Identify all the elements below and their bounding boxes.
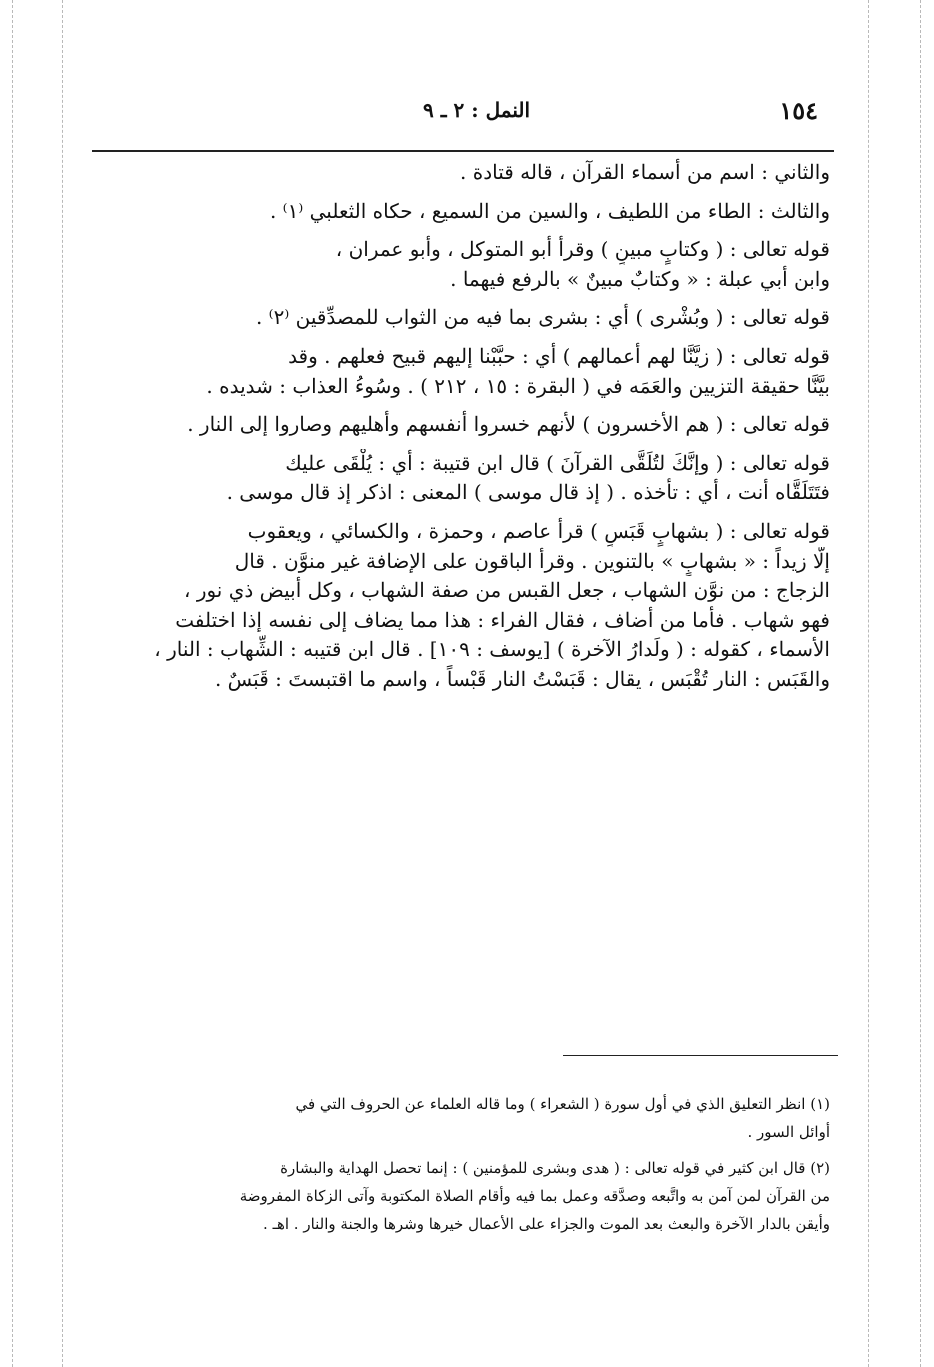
text-line: والثالث : الطاء من اللطيف ، والسين من السميع ، حكاه الثعلبي ⁽١⁾ .	[269, 198, 830, 223]
paragraph	[100, 342, 830, 401]
paragraph	[100, 303, 830, 333]
footnote	[100, 1090, 830, 1146]
paragraph	[100, 158, 830, 188]
text-line: (١) انظر التعليق الذي في أول سورة ( الشعراء ) وما قاله العلماء عن الحروف التي في	[295, 1095, 830, 1113]
margin-guide-line	[12, 0, 13, 1367]
paragraph	[100, 449, 830, 508]
margin-guide-line	[868, 0, 869, 1367]
text-line: قوله تعالى : ( بشهابٍ قَبَسٍ ) قرأ عاصم ، وحمزة ، والكسائي ، ويعقوب	[247, 518, 830, 543]
paragraph	[100, 517, 830, 695]
text-line: الأسماء ، كقوله : ( ولَدارُ الآخرة ) [يوسف : ١٠٩] . قال ابن قتيبه : الشِّهاب : النار ،	[154, 637, 830, 662]
running-header	[100, 96, 830, 132]
paragraph	[100, 410, 830, 440]
text-line: (٢) قال ابن كثير في قوله تعالى : ( هدى وبشرى للمؤمنين ) : إنما تحصل الهداية والبشارة	[280, 1159, 830, 1177]
text-line: من القرآن لمن آمن به واتَّبعه وصدَّقه وعمل بما فيه وأقام الصلاة المكتوبة وآتى الزكاة المفروضة	[239, 1187, 830, 1205]
text-line: فتَتَلَقَّاه أنت ، أي : تأخذه . ( إذ قال موسى ) المعنى : اذكر إذ قال موسى .	[226, 480, 830, 505]
text-line: قوله تعالى : ( وكتابٍ مبينٍ ) وقرأ أبو المتوكل ، وأبو عمران ،	[335, 237, 830, 262]
text-line: والقَبَس : النار تُقْبَس ، يقال : قَبَسْتُ النار قَبْساً ، واسم ما اقتبستَ : قَبَسٌ .	[214, 666, 830, 691]
text-line: إلَّا زيداً : « بشهابٍ » بالتنوين . وقرأ الباقون على الإضافة غير منوَّن . قال	[234, 548, 830, 573]
text-line: فهو شهاب . فأما من أضاف ، فقال الفراء : هذا مما يضاف إلى نفسه إذا اختلفت	[175, 607, 830, 632]
text-line: قوله تعالى : ( هم الأخسرون ) لأنهم خسروا أنفسهم وأهليهم وصاروا إلى النار .	[187, 412, 830, 437]
page-number: ١٥٤	[779, 96, 818, 125]
text-line: والثاني : اسم من أسماء القرآن ، قاله قتادة .	[460, 160, 830, 184]
margin-guide-line	[62, 0, 63, 1367]
text-line: وابن أبي عبلة : « وكتابٌ مبينٌ » بالرفع فيهما .	[450, 266, 830, 291]
text-line: قوله تعالى : ( وإنَّكَ لتُلَقَّى القرآنَ ) قال ابن قتيبة : أي : يُلْقَى عليك	[285, 450, 830, 475]
footnote-separator	[563, 1055, 838, 1056]
sura-title: النمل : ٢ ـ ٩	[423, 98, 530, 122]
header-rule	[92, 150, 834, 152]
main-text	[100, 158, 830, 704]
footnote	[100, 1154, 830, 1238]
text-line: وأيقن بالدار الآخرة والبعث بعد الموت والجزاء على الأعمال خيرها وشرها والجنة والنار . اهـ .	[263, 1215, 830, 1233]
footnotes	[100, 1090, 830, 1246]
paragraph	[100, 197, 830, 227]
text-line: قوله تعالى : ( وبُشْرى ) أي : بشرى بما فيه من الثواب للمصدِّقين ⁽٢⁾ .	[255, 305, 830, 330]
text-line: بيَّنَّا حقيقة التزيين والعَمَه في ( البقرة : ١٥ ، ٢١٢ ) . وسُوءُ العذاب : شديده .	[206, 373, 830, 398]
margin-guide-line	[920, 0, 921, 1367]
text-line: أوائل السور .	[747, 1123, 830, 1141]
paragraph	[100, 235, 830, 294]
text-line: قوله تعالى : ( زيَّنَّا لهم أعمالهم ) أي : حبَّبْنا إليهم قبيح فعلهم . وقد	[288, 343, 830, 368]
text-line: الزجاج : من نوَّن الشهاب ، جعل القبس من صفة الشهاب ، وكل أبيض ذي نور ،	[184, 578, 830, 603]
